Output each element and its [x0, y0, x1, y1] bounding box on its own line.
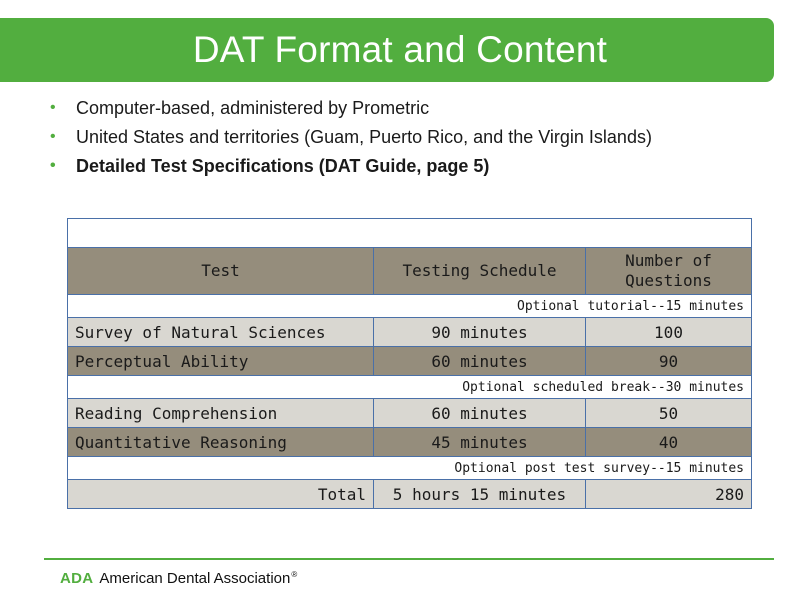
bullet-list	[50, 98, 652, 185]
bullet-item	[50, 127, 652, 147]
bullet-text: Computer-based, administered by Prometric	[76, 98, 430, 118]
slide-title: DAT Format and Content	[192, 29, 608, 70]
ada-abbr: ADA	[60, 570, 94, 587]
note-row	[68, 295, 752, 318]
bullet-text: United States and territories (Guam, Puerto Rico, and the Virgin Islands)	[76, 127, 652, 147]
note-row	[68, 376, 752, 399]
bullet-icon: •	[50, 128, 56, 145]
table-row	[68, 428, 752, 457]
header-test: Test	[68, 248, 374, 295]
cell-questions: 90	[586, 347, 752, 376]
bullet-item	[50, 156, 652, 176]
cell-questions: 100	[586, 318, 752, 347]
note-tutorial: Optional tutorial--15 minutes	[68, 295, 752, 318]
cell-test: Survey of Natural Sciences	[68, 318, 374, 347]
blank-cell	[68, 219, 752, 248]
table-header-row	[68, 248, 752, 295]
cell-test: Reading Comprehension	[68, 399, 374, 428]
bullet-item	[50, 98, 652, 118]
footer-logo	[60, 570, 297, 587]
cell-test: Perceptual Ability	[68, 347, 374, 376]
cell-schedule: 60 minutes	[374, 399, 586, 428]
table-row	[68, 347, 752, 376]
cell-schedule: 90 minutes	[374, 318, 586, 347]
table-row	[68, 399, 752, 428]
note-row	[68, 457, 752, 480]
bullet-icon: •	[50, 157, 56, 174]
cell-questions: 50	[586, 399, 752, 428]
ada-name: American Dental Association	[99, 570, 291, 587]
header-schedule: Testing Schedule	[374, 248, 586, 295]
cell-schedule: 60 minutes	[374, 347, 586, 376]
footer-divider	[44, 558, 774, 560]
total-questions: 280	[586, 480, 752, 509]
table-row	[68, 318, 752, 347]
total-label: Total	[68, 480, 374, 509]
title-bar	[0, 18, 774, 82]
table-blank-row	[68, 219, 752, 248]
note-break: Optional scheduled break--30 minutes	[68, 376, 752, 399]
cell-schedule: 45 minutes	[374, 428, 586, 457]
note-survey: Optional post test survey--15 minutes	[68, 457, 752, 480]
header-questions: Number of Questions	[586, 248, 752, 295]
total-row	[68, 480, 752, 509]
test-spec-table	[67, 218, 752, 509]
registered-mark: ®	[291, 570, 298, 579]
cell-test: Quantitative Reasoning	[68, 428, 374, 457]
bullet-icon: •	[50, 99, 56, 116]
cell-questions: 40	[586, 428, 752, 457]
total-schedule: 5 hours 15 minutes	[374, 480, 586, 509]
bullet-text: Detailed Test Specifications (DAT Guide, page 5)	[76, 156, 490, 176]
